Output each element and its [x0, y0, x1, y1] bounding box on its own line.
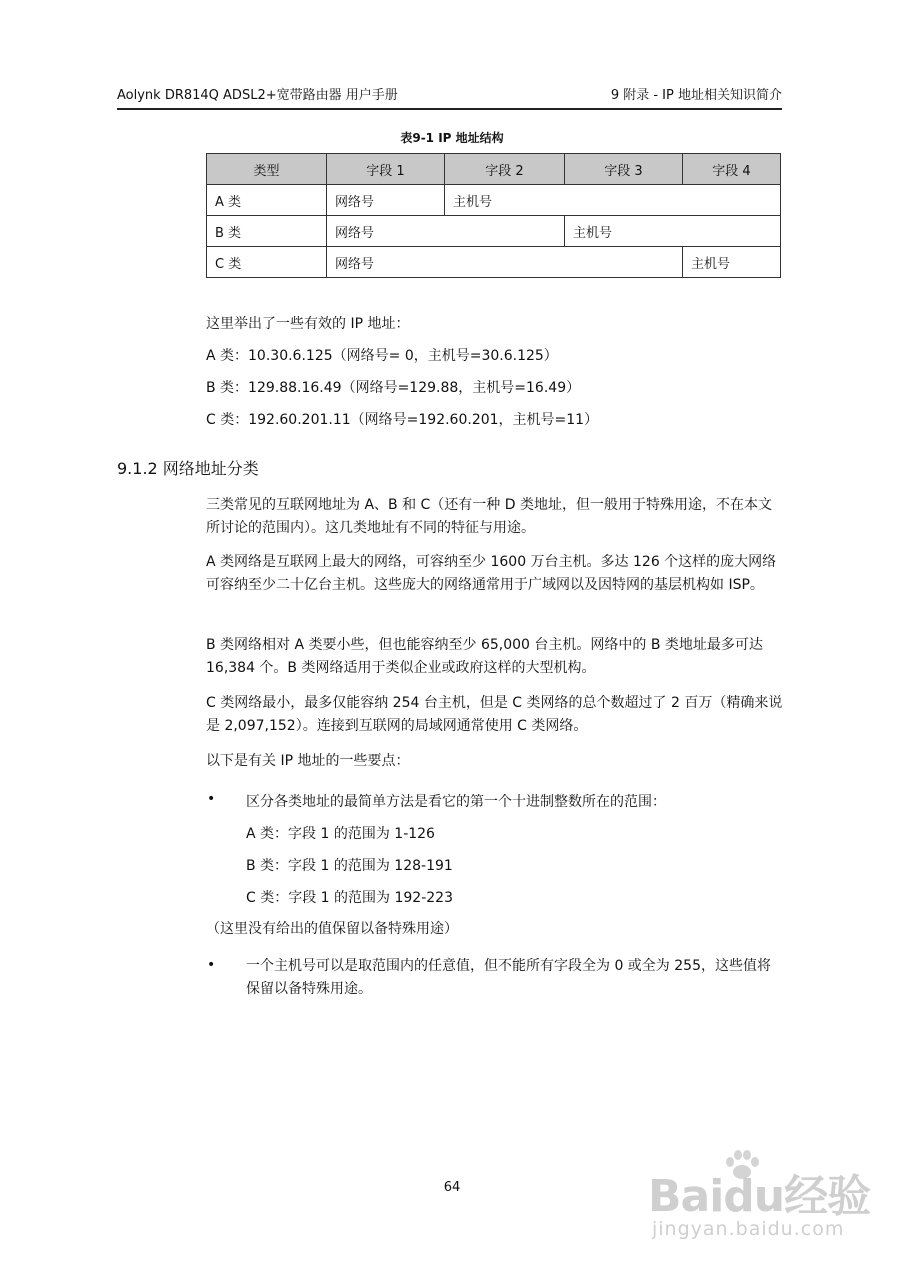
class-cell: B 类 — [207, 216, 327, 247]
table-header-cell: 字段 2 — [445, 154, 565, 185]
page-number: 64 — [443, 1180, 461, 1195]
table-header-cell: 类型 — [207, 154, 327, 185]
table-row — [207, 185, 781, 216]
table-caption: 表9-1 IP 地址结构 — [400, 131, 504, 145]
table-header-cell: 字段 4 — [683, 154, 781, 185]
table-header-cell: 字段 1 — [327, 154, 445, 185]
host-cell: 主机号 — [565, 216, 781, 247]
watermark-url: jingyan.baidu.com — [652, 1218, 845, 1240]
range-class-a: A 类：字段 1 的范围为 1-126 — [246, 826, 435, 842]
paragraph-class-a: A 类网络是互联网上最大的网络，可容纳至少 1600 万台主机。多达 126 个这样的庞大网络可容纳至少二十亿台主机。这些庞大的网络通常用于广域网以及因特网的基层机构如 ISP。 — [206, 554, 777, 593]
watermark-logo-text: Baidu经验 — [648, 1171, 871, 1222]
header-rule — [117, 108, 782, 110]
table-header-row — [207, 154, 781, 185]
table-row — [207, 216, 781, 247]
bullet-item: 一个主机号可以是取范围内的任意值，但不能所有字段全为 0 或全为 255，这些值将保留以备特殊用途。 — [246, 958, 771, 997]
paragraph-key-points: 以下是有关 IP 地址的一些要点： — [206, 753, 410, 769]
class-cell: A 类 — [207, 185, 327, 216]
examples-intro: 这里举出了一些有效的 IP 地址： — [206, 316, 410, 332]
paragraph-intro: 三类常见的互联网地址为 A、B 和 C（还有一种 D 类地址，但一般用于特殊用途，不在本文所讨论的范围内）。这几类地址有不同的特征与用途。 — [206, 497, 772, 536]
baidu-watermark — [640, 1150, 880, 1250]
network-cell: 网络号 — [327, 185, 445, 216]
section-heading: 9.1.2 网络地址分类 — [117, 459, 259, 478]
example-c: C 类：192.60.201.11（网络号=192.60.201，主机号=11） — [206, 412, 599, 428]
paragraph-class-b: B 类网络相对 A 类要小些，但也能容纳至少 65,000 台主机。网络中的 B 类地址最多可达 16,384 个。B 类网络适用于类似企业或政府这样的大型机构。 — [206, 637, 763, 676]
range-class-c: C 类：字段 1 的范围为 192-223 — [246, 890, 453, 906]
table-row — [207, 247, 781, 278]
network-cell: 网络号 — [327, 216, 565, 247]
page-header — [117, 84, 782, 103]
example-b: B 类：129.88.16.49（网络号=129.88，主机号=16.49） — [206, 380, 581, 396]
bullet-item: 区分各类地址的最简单方法是看它的第一个十进制整数所在的范围： — [246, 794, 666, 810]
host-cell: 主机号 — [683, 247, 781, 278]
bullet-dot: • — [207, 791, 216, 807]
bullet-dot: • — [207, 957, 216, 973]
range-class-b: B 类：字段 1 的范围为 128-191 — [246, 858, 453, 874]
ip-structure-table — [206, 153, 781, 278]
table-header-cell: 字段 3 — [565, 154, 683, 185]
host-cell: 主机号 — [445, 185, 781, 216]
reserved-note: （这里没有给出的值保留以备特殊用途） — [206, 921, 458, 937]
example-a: A 类：10.30.6.125（网络号= 0，主机号=30.6.125） — [206, 348, 558, 364]
network-cell: 网络号 — [327, 247, 683, 278]
header-chapter: 9 附录 - IP 地址相关知识简介 — [610, 88, 782, 103]
class-cell: C 类 — [207, 247, 327, 278]
header-title: Aolynk DR814Q ADSL2+宽带路由器 用户手册 — [117, 88, 398, 103]
paragraph-class-c: C 类网络最小，最多仅能容纳 254 台主机，但是 C 类网络的总个数超过了 2 百万（精确来说是 2,097,152）。连接到互联网的局域网通常使用 C 类网络。 — [206, 695, 783, 734]
